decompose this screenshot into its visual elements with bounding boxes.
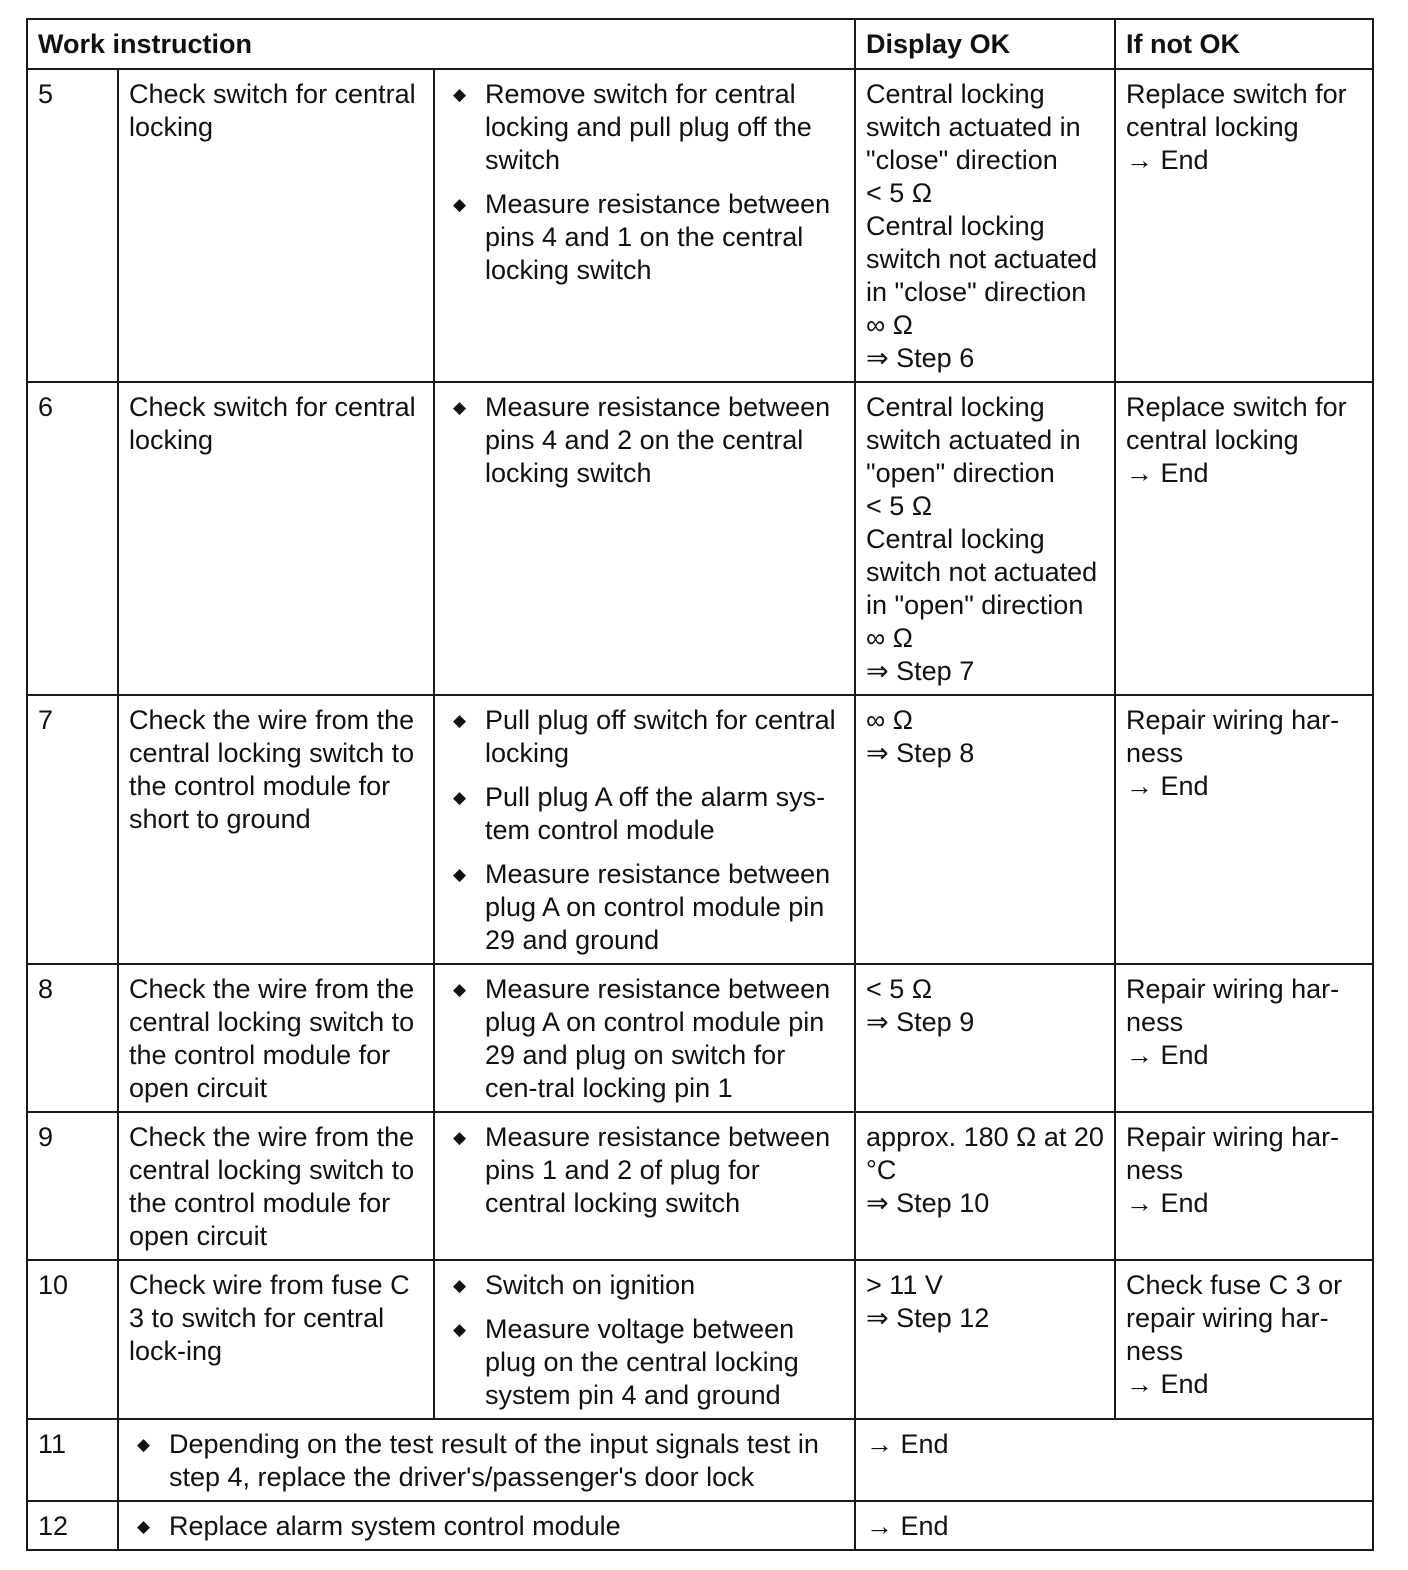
table-row xyxy=(27,695,1373,964)
action-text: Measure voltage between plug on the central locking system pin 4 and ground xyxy=(485,1314,799,1410)
action-text: Measure resistance between pins 4 and 2 on the central locking switch xyxy=(485,392,831,488)
bullet-icon: ◆ xyxy=(453,1320,467,1339)
check-description: Check switch for central locking xyxy=(118,69,434,382)
action-text: Remove switch for central locking and pull plug off the switch xyxy=(485,79,812,175)
step-number: 12 xyxy=(27,1501,118,1550)
action-text: Switch on ignition xyxy=(485,1270,696,1300)
table-header-row xyxy=(27,19,1373,69)
result-value: → End xyxy=(855,1419,1373,1501)
header-work-instruction: Work instruction xyxy=(27,19,855,69)
bullet-icon: ◆ xyxy=(453,711,467,730)
action-list xyxy=(445,973,845,1105)
bullet-icon: ◆ xyxy=(453,398,467,417)
action-list-cell xyxy=(118,1501,855,1550)
step-number: 8 xyxy=(27,964,118,1112)
action-list-cell xyxy=(434,964,855,1112)
result-value: → End xyxy=(855,1501,1373,1550)
list-item xyxy=(129,1510,845,1543)
table-row xyxy=(27,69,1373,382)
action-list xyxy=(445,1269,845,1412)
action-text: Pull plug A off the alarm sys-tem control module xyxy=(485,782,826,845)
action-list xyxy=(445,391,845,490)
list-item xyxy=(445,188,845,287)
if-not-ok-value: Check fuse C 3 or repair wiring har-ness → End xyxy=(1115,1260,1373,1419)
action-list xyxy=(445,78,845,287)
bullet-icon: ◆ xyxy=(137,1517,151,1536)
check-description: Check the wire from the central locking switch to the control module for short to ground xyxy=(118,695,434,964)
bullet-icon: ◆ xyxy=(453,865,467,884)
check-description: Check the wire from the central locking switch to the control module for open circuit xyxy=(118,964,434,1112)
list-item xyxy=(445,1269,845,1302)
action-text: Measure resistance between plug A on control module pin 29 and ground xyxy=(485,859,831,955)
display-ok-value: Central locking switch actuated in "open" direction < 5 Ω Central locking switch not actuated in "open" direction ∞ Ω ⇒ Step 7 xyxy=(855,382,1115,695)
check-description: Check switch for central locking xyxy=(118,382,434,695)
action-text: Replace alarm system control module xyxy=(169,1511,621,1541)
bullet-icon: ◆ xyxy=(453,980,467,999)
list-item xyxy=(445,1313,845,1412)
action-list xyxy=(129,1510,845,1543)
step-number: 6 xyxy=(27,382,118,695)
if-not-ok-value: Repair wiring har-ness → End xyxy=(1115,695,1373,964)
header-display-ok: Display OK xyxy=(855,19,1115,69)
action-list-cell xyxy=(434,69,855,382)
list-item xyxy=(445,1121,845,1220)
list-item xyxy=(445,858,845,957)
list-item xyxy=(129,1428,845,1494)
action-text: Depending on the test result of the input signals test in step 4, replace the driver's/passenger's door lock xyxy=(169,1429,819,1492)
bullet-icon: ◆ xyxy=(453,1128,467,1147)
bullet-icon: ◆ xyxy=(453,195,467,214)
work-instruction-table xyxy=(26,18,1374,1551)
check-description: Check wire from fuse C 3 to switch for central lock-ing xyxy=(118,1260,434,1419)
action-text: Measure resistance between pins 1 and 2 of plug for central locking switch xyxy=(485,1122,831,1218)
step-number: 5 xyxy=(27,69,118,382)
list-item xyxy=(445,973,845,1105)
table-row xyxy=(27,382,1373,695)
list-item xyxy=(445,391,845,490)
if-not-ok-value: Replace switch for central locking → End xyxy=(1115,69,1373,382)
bullet-icon: ◆ xyxy=(453,1276,467,1295)
action-list-cell xyxy=(434,382,855,695)
table-row xyxy=(27,1419,1373,1501)
step-number: 11 xyxy=(27,1419,118,1501)
action-list-cell xyxy=(434,1260,855,1419)
display-ok-value: > 11 V ⇒ Step 12 xyxy=(855,1260,1115,1419)
step-number: 7 xyxy=(27,695,118,964)
action-text: Measure resistance between pins 4 and 1 on the central locking switch xyxy=(485,189,831,285)
table-row xyxy=(27,1260,1373,1419)
if-not-ok-value: Replace switch for central locking → End xyxy=(1115,382,1373,695)
table-row xyxy=(27,964,1373,1112)
if-not-ok-value: Repair wiring har-ness → End xyxy=(1115,1112,1373,1260)
list-item xyxy=(445,704,845,770)
table-row xyxy=(27,1112,1373,1260)
action-list-cell xyxy=(434,1112,855,1260)
action-list xyxy=(445,704,845,957)
action-list-cell xyxy=(434,695,855,964)
display-ok-value: approx. 180 Ω at 20 °C ⇒ Step 10 xyxy=(855,1112,1115,1260)
bullet-icon: ◆ xyxy=(453,85,467,104)
table-row xyxy=(27,1501,1373,1550)
display-ok-value: < 5 Ω ⇒ Step 9 xyxy=(855,964,1115,1112)
list-item xyxy=(445,781,845,847)
step-number: 10 xyxy=(27,1260,118,1419)
display-ok-value: Central locking switch actuated in "close" direction < 5 Ω Central locking switch not actuated in "close" direction ∞ Ω ⇒ Step 6 xyxy=(855,69,1115,382)
action-list-cell xyxy=(118,1419,855,1501)
display-ok-value: ∞ Ω ⇒ Step 8 xyxy=(855,695,1115,964)
list-item xyxy=(445,78,845,177)
action-text: Measure resistance between plug A on control module pin 29 and plug on switch for cen-tral locking pin 1 xyxy=(485,974,831,1103)
action-list xyxy=(129,1428,845,1494)
step-number: 9 xyxy=(27,1112,118,1260)
header-if-not-ok: If not OK xyxy=(1115,19,1373,69)
action-text: Pull plug off switch for central locking xyxy=(485,705,836,768)
bullet-icon: ◆ xyxy=(137,1435,151,1454)
bullet-icon: ◆ xyxy=(453,788,467,807)
if-not-ok-value: Repair wiring har-ness → End xyxy=(1115,964,1373,1112)
check-description: Check the wire from the central locking switch to the control module for open circuit xyxy=(118,1112,434,1260)
action-list xyxy=(445,1121,845,1220)
